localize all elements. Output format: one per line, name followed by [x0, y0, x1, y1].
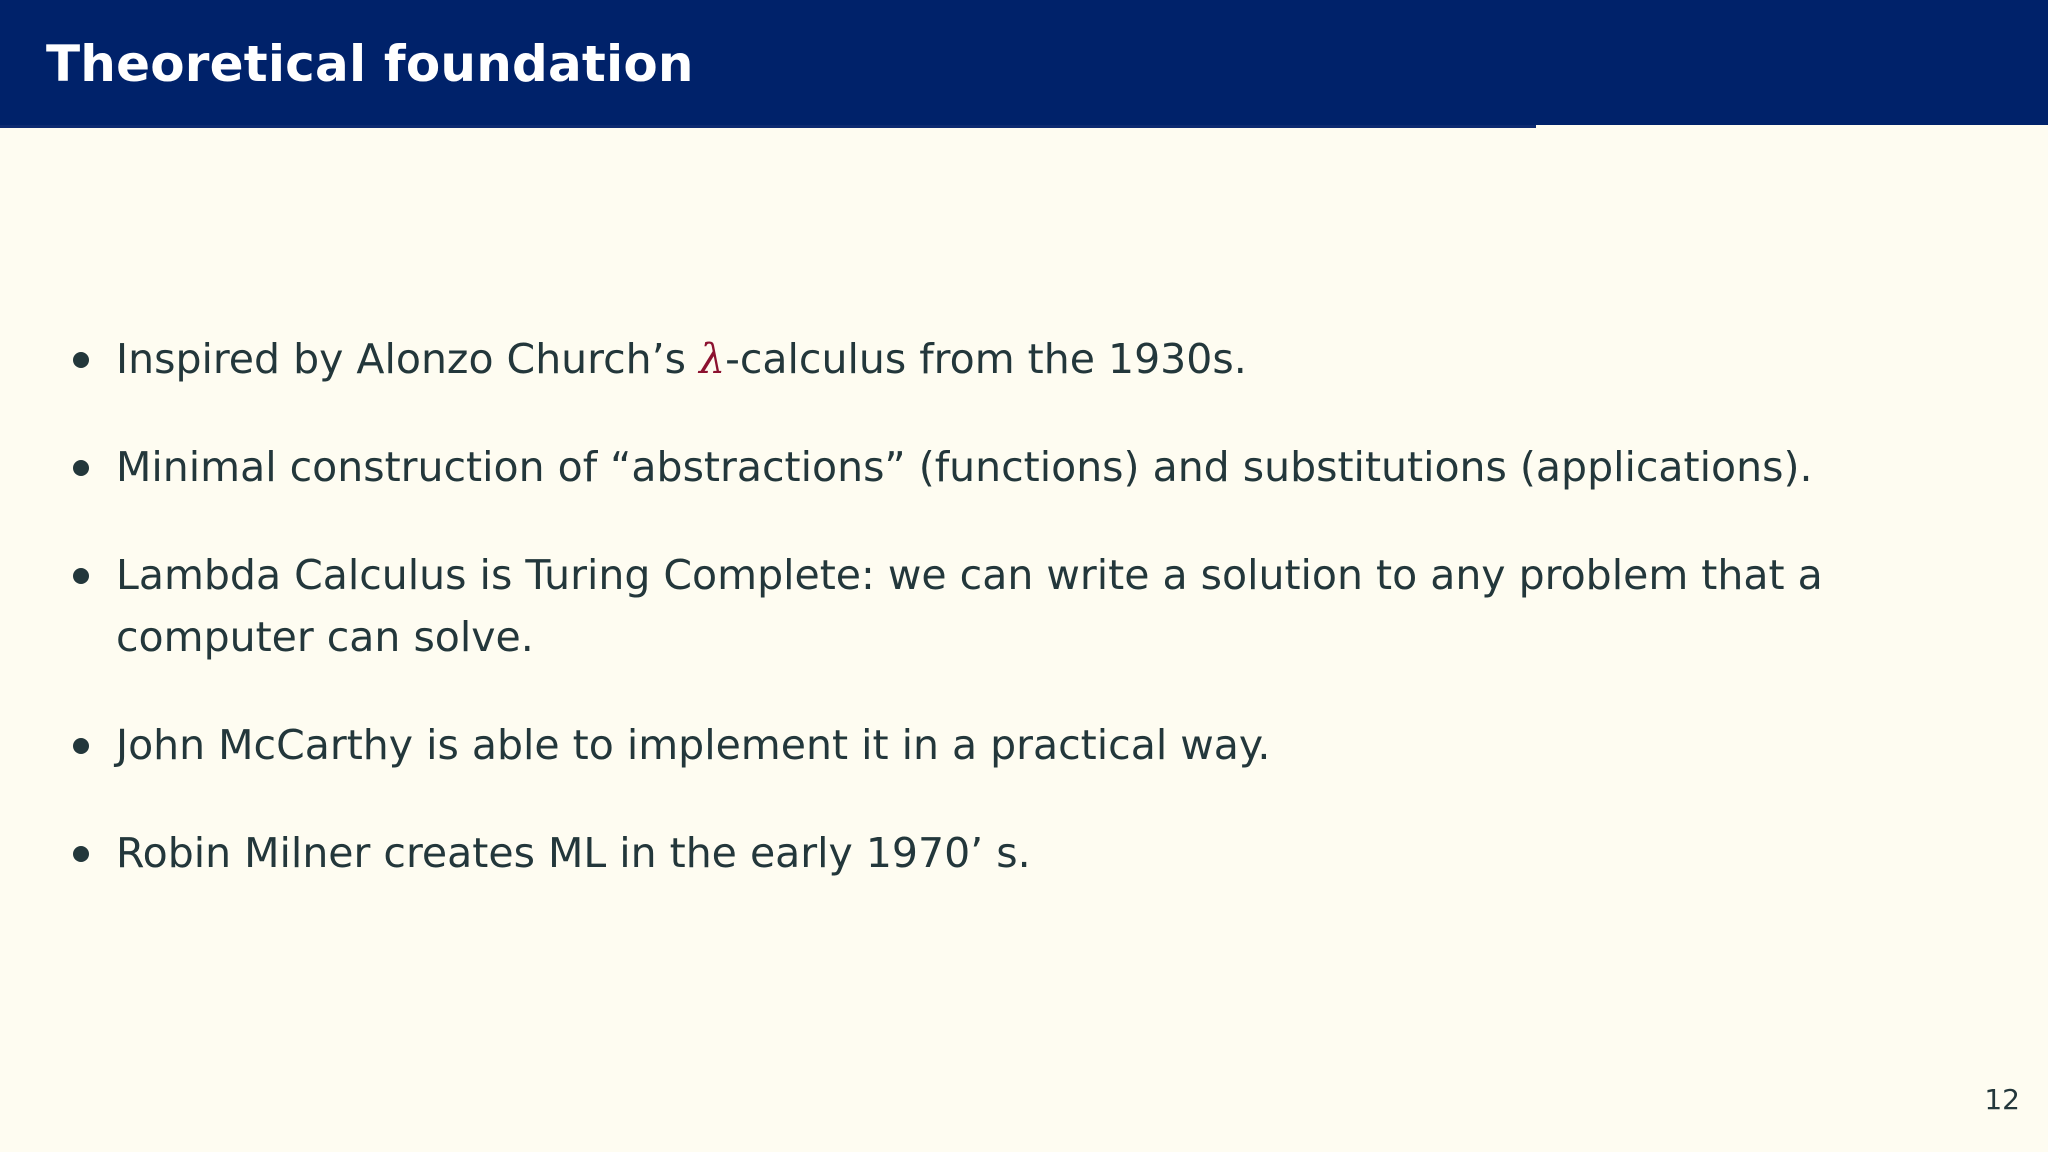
bullet-item-turing-complete	[70, 544, 1990, 668]
bullet-icon	[73, 738, 89, 754]
header-rule	[0, 125, 1536, 128]
bullet-text: Robin Milner creates ML in the early 1970’ s.	[116, 829, 1031, 877]
bullet-item-milner	[70, 822, 1990, 884]
bullet-text-suffix: -calculus from the 1930s.	[725, 335, 1247, 383]
bullet-icon	[73, 846, 89, 862]
bullet-icon	[73, 352, 89, 368]
lambda-symbol: λ	[699, 335, 726, 383]
bullet-list	[70, 328, 1990, 930]
bullet-text: John McCarthy is able to implement it in a practical way.	[116, 721, 1271, 769]
page-number: 12	[1984, 1083, 2020, 1116]
bullet-icon	[73, 460, 89, 476]
bullet-item-lambda-calculus	[70, 328, 1990, 390]
bullet-text-prefix: Inspired by Alonzo Church’s	[116, 335, 700, 383]
slide-title: Theoretical foundation	[46, 35, 694, 93]
bullet-text: Lambda Calculus is Turing Complete: we can write a solution to any problem that a computer can solve.	[116, 551, 1823, 661]
bullet-item-minimal-construction	[70, 436, 1990, 498]
bullet-icon	[73, 568, 89, 584]
bullet-text: Minimal construction of “abstractions” (functions) and substitutions (applications).	[116, 443, 1813, 491]
bullet-item-mccarthy	[70, 714, 1990, 776]
